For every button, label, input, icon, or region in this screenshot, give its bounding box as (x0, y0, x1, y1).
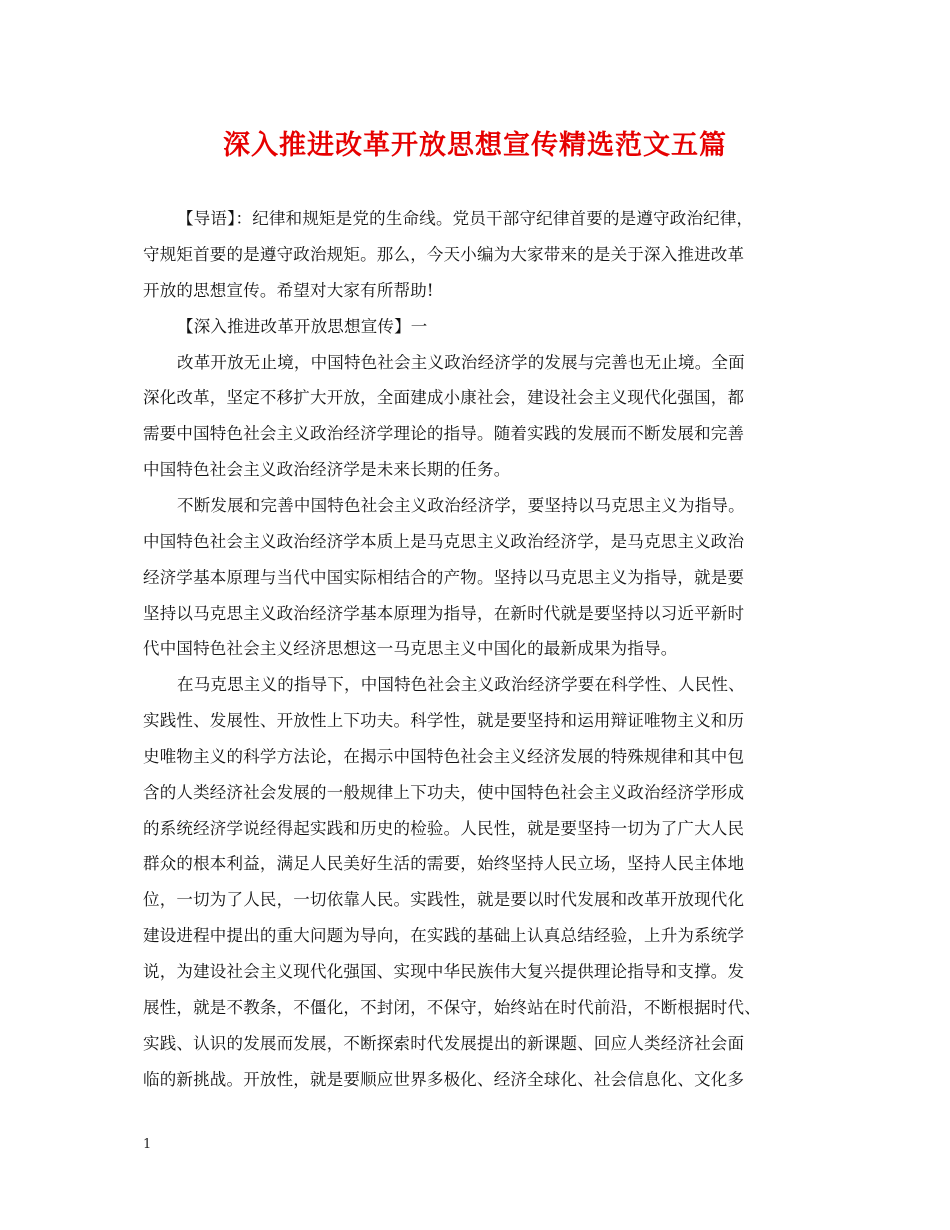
text-line: 含的人类经济社会发展的一般规律上下功夫，使中国特色社会主义政治经济学形成 (143, 783, 745, 802)
text-line: 的系统经济学说经得起实践和历史的检验。人民性，就是要坚持一切为了广大人民 (143, 819, 745, 838)
text-line: 实践性、发展性、开放性上下功夫。科学性，就是要坚持和运用辩证唯物主义和历 (143, 711, 745, 730)
text-line: 开放的思想宣传。希望对大家有所帮助! (143, 281, 434, 300)
text-line: 【导语】：纪律和规矩是党的生命线。党员干部守纪律首要的是遵守政治纪律， (177, 209, 754, 228)
text-line: 守规矩首要的是遵守政治规矩。那么，今天小编为大家带来的是关于深入推进改革 (143, 245, 745, 264)
text-line: 代中国特色社会主义经济思想这一马克思主义中国化的最新成果为指导。 (143, 639, 678, 658)
section-heading: 【深入推进改革开放思想宣传】一 (177, 317, 428, 336)
text-line: 群众的根本利益，满足人民美好生活的需要，始终坚持人民立场，坚持人民主体地 (143, 854, 745, 873)
text-line: 中国特色社会主义政治经济学是未来长期的任务。 (143, 460, 511, 479)
text-line: 在马克思主义的指导下，中国特色社会主义政治经济学要在科学性、人民性、 (177, 675, 745, 694)
text-line: 不断发展和完善中国特色社会主义政治经济学，要坚持以马克思主义为指导。 (177, 496, 745, 515)
text-line: 中国特色社会主义政治经济学本质上是马克思主义政治经济学，是马克思主义政治 (143, 532, 745, 551)
text-line: 史唯物主义的科学方法论，在揭示中国特色社会主义经济发展的特殊规律和其中包 (143, 747, 745, 766)
text-line: 改革开放无止境，中国特色社会主义政治经济学的发展与完善也无止境。全面 (177, 353, 745, 372)
text-line: 深化改革，坚定不移扩大开放，全面建成小康社会，建设社会主义现代化强国，都 (143, 388, 745, 407)
text-line: 建设进程中提出的重大问题为导向，在实践的基础上认真总结经验，上升为系统学 (143, 926, 745, 945)
text-line: 实践、认识的发展而发展，不断探索时代发展提出的新课题、回应人类经济社会面 (143, 1034, 745, 1053)
document-title: 深入推进改革开放思想宣传精选范文五篇 (223, 130, 727, 161)
text-line: 需要中国特色社会主义政治经济学理论的指导。随着实践的发展而不断发展和完善 (143, 424, 745, 443)
text-line: 展性，就是不教条，不僵化，不封闭，不保守，始终站在时代前沿，不断根据时代、 (143, 998, 761, 1017)
text-line: 经济学基本原理与当代中国实际相结合的产物。坚持以马克思主义为指导，就是要 (143, 568, 745, 587)
text-line: 说，为建设社会主义现代化强国、实现中华民族伟大复兴提供理论指导和支撑。发 (143, 962, 745, 981)
text-line: 坚持以马克思主义政治经济学基本原理为指导，在新时代就是要坚持以习近平新时 (143, 604, 745, 623)
page-number: 1 (143, 1137, 152, 1152)
text-line: 临的新挑战。开放性，就是要顺应世界多极化、经济全球化、社会信息化、文化多 (143, 1070, 745, 1089)
text-line: 位，一切为了人民，一切依靠人民。实践性，就是要以时代发展和改革开放现代化 (143, 890, 745, 909)
